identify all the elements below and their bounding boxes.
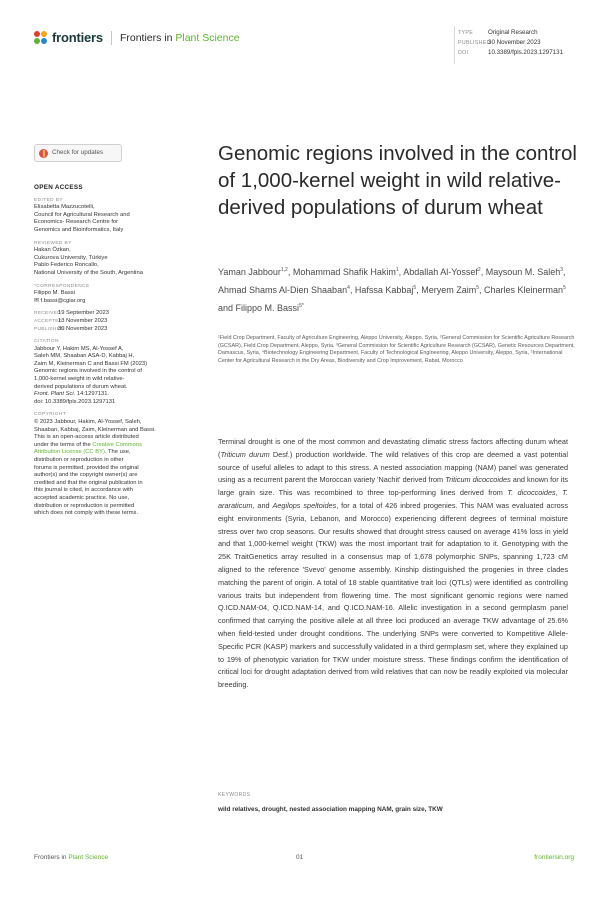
type-label: TYPE (458, 30, 474, 36)
received-value: 19 September 2023 (58, 310, 109, 317)
open-access-label: OPEN ACCESS (34, 184, 83, 191)
author-affiliation-marker: 5 (563, 285, 566, 291)
citation-doi[interactable]: doi: 10.3389/fpls.2023.1297131 (34, 398, 116, 405)
author-affiliation-marker: 4 (347, 285, 350, 291)
footer-journal (34, 854, 108, 861)
article-meta (458, 28, 563, 58)
author-name[interactable]: Hafssa Kabbaj$^5$ (354, 285, 417, 295)
sidebar (34, 144, 164, 523)
author-list: Yaman Jabbour$^{1,2}$, Mohammad Shafik Hakim$^1$, Abdallah Al-Yossef$^2$, Maysoun M. Saleh$^3$, Ahmad Shams Al-Dien Shaaban$^4$, Hafssa Kabbaj$^5$, Meryem Zaim$^5$, Charles Kleinerman$^5$ and Filippo M. Bassi$^{5*}$ (218, 267, 566, 313)
reviewed-label: REVIEWED BY (34, 240, 72, 246)
author-name[interactable]: Charles Kleinerman$^5$ (484, 285, 566, 295)
author-name[interactable]: Ahmad Shams Al-Dien Shaaban$^4$ (218, 285, 350, 295)
copyright (34, 411, 164, 517)
dates (34, 310, 164, 333)
author-affiliation-marker: 1,2 (280, 267, 288, 273)
check-updates-label: Check for updates (52, 149, 104, 157)
received-label: RECEIVED (34, 311, 61, 317)
divider (454, 26, 455, 64)
copyright-text-end: . The use, distribution or reproduction in other forums is permitted, provided the original author(s) and the copyright owner(s) are credited and that the original publication in this journal is cited, in accordance with accepted academic practice. No use, distribution or reproduction is permitted which does not comply with these terms. (34, 449, 143, 517)
edited-value: Elisabetta Mazzucotelli, Council for Agricultural Research and Economics- Research Centre for Genomics and Bioinformatics, Italy (34, 204, 130, 233)
copyright-body (34, 419, 164, 518)
affiliations: ¹Field Crop Department, Faculty of Agriculture Engineering, Aleppo University, Aleppo, Syria, ²General Commission for Scientific Agriculture Research (GCSAR), Field Crop Department, Aleppo, Syria, ³General Commission for Scientific Agriculture Research (GCSAR), Genetic Resources Department, Damascus, Syria, ⁴Biotechnology Engineering Department, Faculty of Technological Engineering, Aleppo University, Aleppo, Syria, ⁵International Center for Agricultural Research in the Dry Areas, Biodiversity and Crop Improvement, Rabat, Morocco (218, 335, 575, 364)
check-updates-button[interactable] (34, 144, 122, 162)
email-icon: ✉ (34, 297, 41, 304)
author-affiliation-marker: 5* (299, 303, 304, 309)
accepted-label: ACCEPTED (34, 318, 63, 324)
correspondence-email[interactable] (34, 298, 164, 306)
email-text[interactable]: f.bassi@cgiar.org (40, 297, 86, 304)
author-affiliation-marker: 5 (476, 285, 480, 291)
published-value: 30 November 2023 (488, 39, 541, 46)
reviewed-value: Hakan Özkan, Cukurova University, Türkiye Pablo Federico Roncallo, National University of the South, Argentina (34, 247, 143, 276)
keywords-label: KEYWORDS (218, 792, 251, 798)
reviewed-by (34, 240, 164, 278)
frontiers-logo-icon (34, 31, 48, 45)
author-name[interactable]: Meryem Zaim$^5$ (421, 285, 480, 295)
published-value: 30 November 2023 (58, 325, 108, 332)
edited-label: EDITED BY (34, 197, 63, 203)
footer-journal-prefix: Frontiers in (34, 854, 67, 861)
author-name[interactable]: Yaman Jabbour$^{1,2}$ (218, 267, 288, 277)
check-updates-icon (39, 149, 48, 158)
abstract-text: Terminal drought is one of the most common and devastating climatic stress factors affecting durum wheat ( (218, 437, 568, 459)
page-number: 01 (296, 854, 304, 861)
page-header (34, 26, 574, 66)
correspondence (34, 283, 164, 306)
site-link[interactable]: frontiersin.org (534, 854, 574, 861)
correspondence-label: *CORRESPONDENCE (34, 283, 90, 289)
footer-journal-field: Plant Science (68, 854, 109, 861)
author-name[interactable]: Maysoun M. Saleh$^3$ (485, 267, 564, 277)
abstract-text: , for a total of 426 inbred progenies. This NAM was evaluated across eight environments (Syria, Lebanon, and Morocco) experiencing different degrees of terminal moisture stress over two crop seasons. Our results showed that drought stress caused on average 41% loss in yield and that 1,000-kernel weight (TKW) was the most important trait for adaptation to it. Genotyping with the 25K TraitGenetics array resulted in a consensus map of 1,678 polymorphic SNPs, spanning 1,723 cM aligned to the reference 'Svevo' genome assembly. Kinship distinguished the progenies in three clades matching the parent of origin. A total of 18 stable quantitative trait loci (QTLs) were identified as controlling various traits but independent from flowering time. The most significant genomic regions were named Q.ICD.NAM-04, Q.ICD.NAM-14, and Q.ICD.NAM-16. Allelic investigation in a second germplasm panel confirmed that carrying the positive allele at all three loci produced an average TKW advantage of 25.6% when field-tested under drought conditions. The underlying SNPs were converted to Kompetitive Allele-Specific PCR (KASP) markers and successfully validated in a third germplasm set, where they explained up to 19% of phenotypic variation for TKW under moisture stress. These findings confirm the identification of critical loci for drought adaptation derived from wild relatives that can now be readily exploited via molecular breeding. (218, 500, 568, 690)
abstract-text: Desf.) production worldwide. The wild relatives of this crop are deemed a vast potential source of useful alleles to adapt to this stress. A nested association mapping (NAM) panel was generated using as a recurrent parent the Moroccan variety 'Nachit' derived from (218, 449, 568, 485)
abstract-italic-term: Aegilops speltoides (272, 500, 337, 510)
published-label: PUBLISHED (458, 40, 491, 46)
abstract-text: and known for its large grain size. This was recombined to three top-performing lines derived from (218, 475, 568, 498)
article-title: Genomic regions involved in the control of 1,000-kernel weight in wild relative-derived populations of durum wheat (218, 142, 577, 219)
keywords: wild relatives, drought, nested association mapping NAM, grain size, TKW (218, 806, 443, 813)
edited-by (34, 197, 164, 235)
divider (111, 31, 112, 45)
author-name[interactable]: Mohammad Shafik Hakim$^1$ (292, 267, 399, 277)
brand-name: frontiers (52, 30, 103, 45)
abstract-italic-term: T. araraticum (218, 488, 568, 510)
abstract (218, 436, 568, 692)
citation-volume: 14:1297131. (76, 391, 110, 398)
author-name[interactable]: Abdallah Al-Yossef$^2$ (403, 267, 481, 277)
doi-value[interactable]: 10.3389/fpls.2023.1297131 (488, 49, 564, 56)
citation-text: Jabbour Y, Hakim MS, Al-Yossef A, Saleh MM, Shaaban ASA-D, Kabbaj H, Zaim M, Kleinerman C and Bassi FM (2023) Genomic regions involved in the control of 1,000-kernel weight in wild relative- derived populations of durum wheat. (34, 345, 148, 390)
copyright-text: © 2023 Jabbour, Hakim, Al-Yossef, Saleh, Shaaban, Kabbaj, Zaim, Kleinerman and Bassi. This is an open-access article distributed under the terms of the (34, 419, 156, 448)
type-value: Original Research (488, 29, 538, 36)
journal-name (120, 32, 240, 44)
author-name[interactable]: Filippo M. Bassi$^{5*}$ (235, 303, 304, 313)
abstract-text: , (555, 488, 563, 498)
abstract-italic-term: Triticum dicoccoides (445, 475, 511, 485)
page-footer (34, 854, 574, 868)
author-affiliation-marker: 5 (413, 285, 417, 291)
published-label: PUBLISHED (34, 326, 64, 332)
journal-field: Plant Science (175, 31, 240, 44)
abstract-italic-term: T. dicoccoides (507, 488, 556, 498)
citation-journal: Front. Plant Sci. (34, 391, 76, 398)
citation (34, 338, 164, 406)
frontiers-logo[interactable] (34, 30, 240, 45)
correspondence-name: Filippo M. Bassi (34, 290, 75, 297)
author-affiliation-marker: 3 (560, 267, 564, 273)
citation-label: CITATION (34, 339, 59, 345)
abstract-text: , and (252, 500, 273, 510)
author-affiliation-marker: 1 (395, 267, 399, 273)
accepted-value: 13 November 2023 (58, 317, 108, 324)
author-affiliation-marker: 2 (477, 267, 481, 273)
abstract-italic-term: Triticum durum (220, 449, 270, 459)
license-link[interactable]: Creative Commons Attribution License (CC BY) (34, 441, 142, 456)
journal-prefix: Frontiers in (119, 31, 173, 44)
copyright-label: COPYRIGHT (34, 412, 67, 418)
citation-body (34, 346, 164, 407)
doi-label: DOI (458, 50, 469, 56)
